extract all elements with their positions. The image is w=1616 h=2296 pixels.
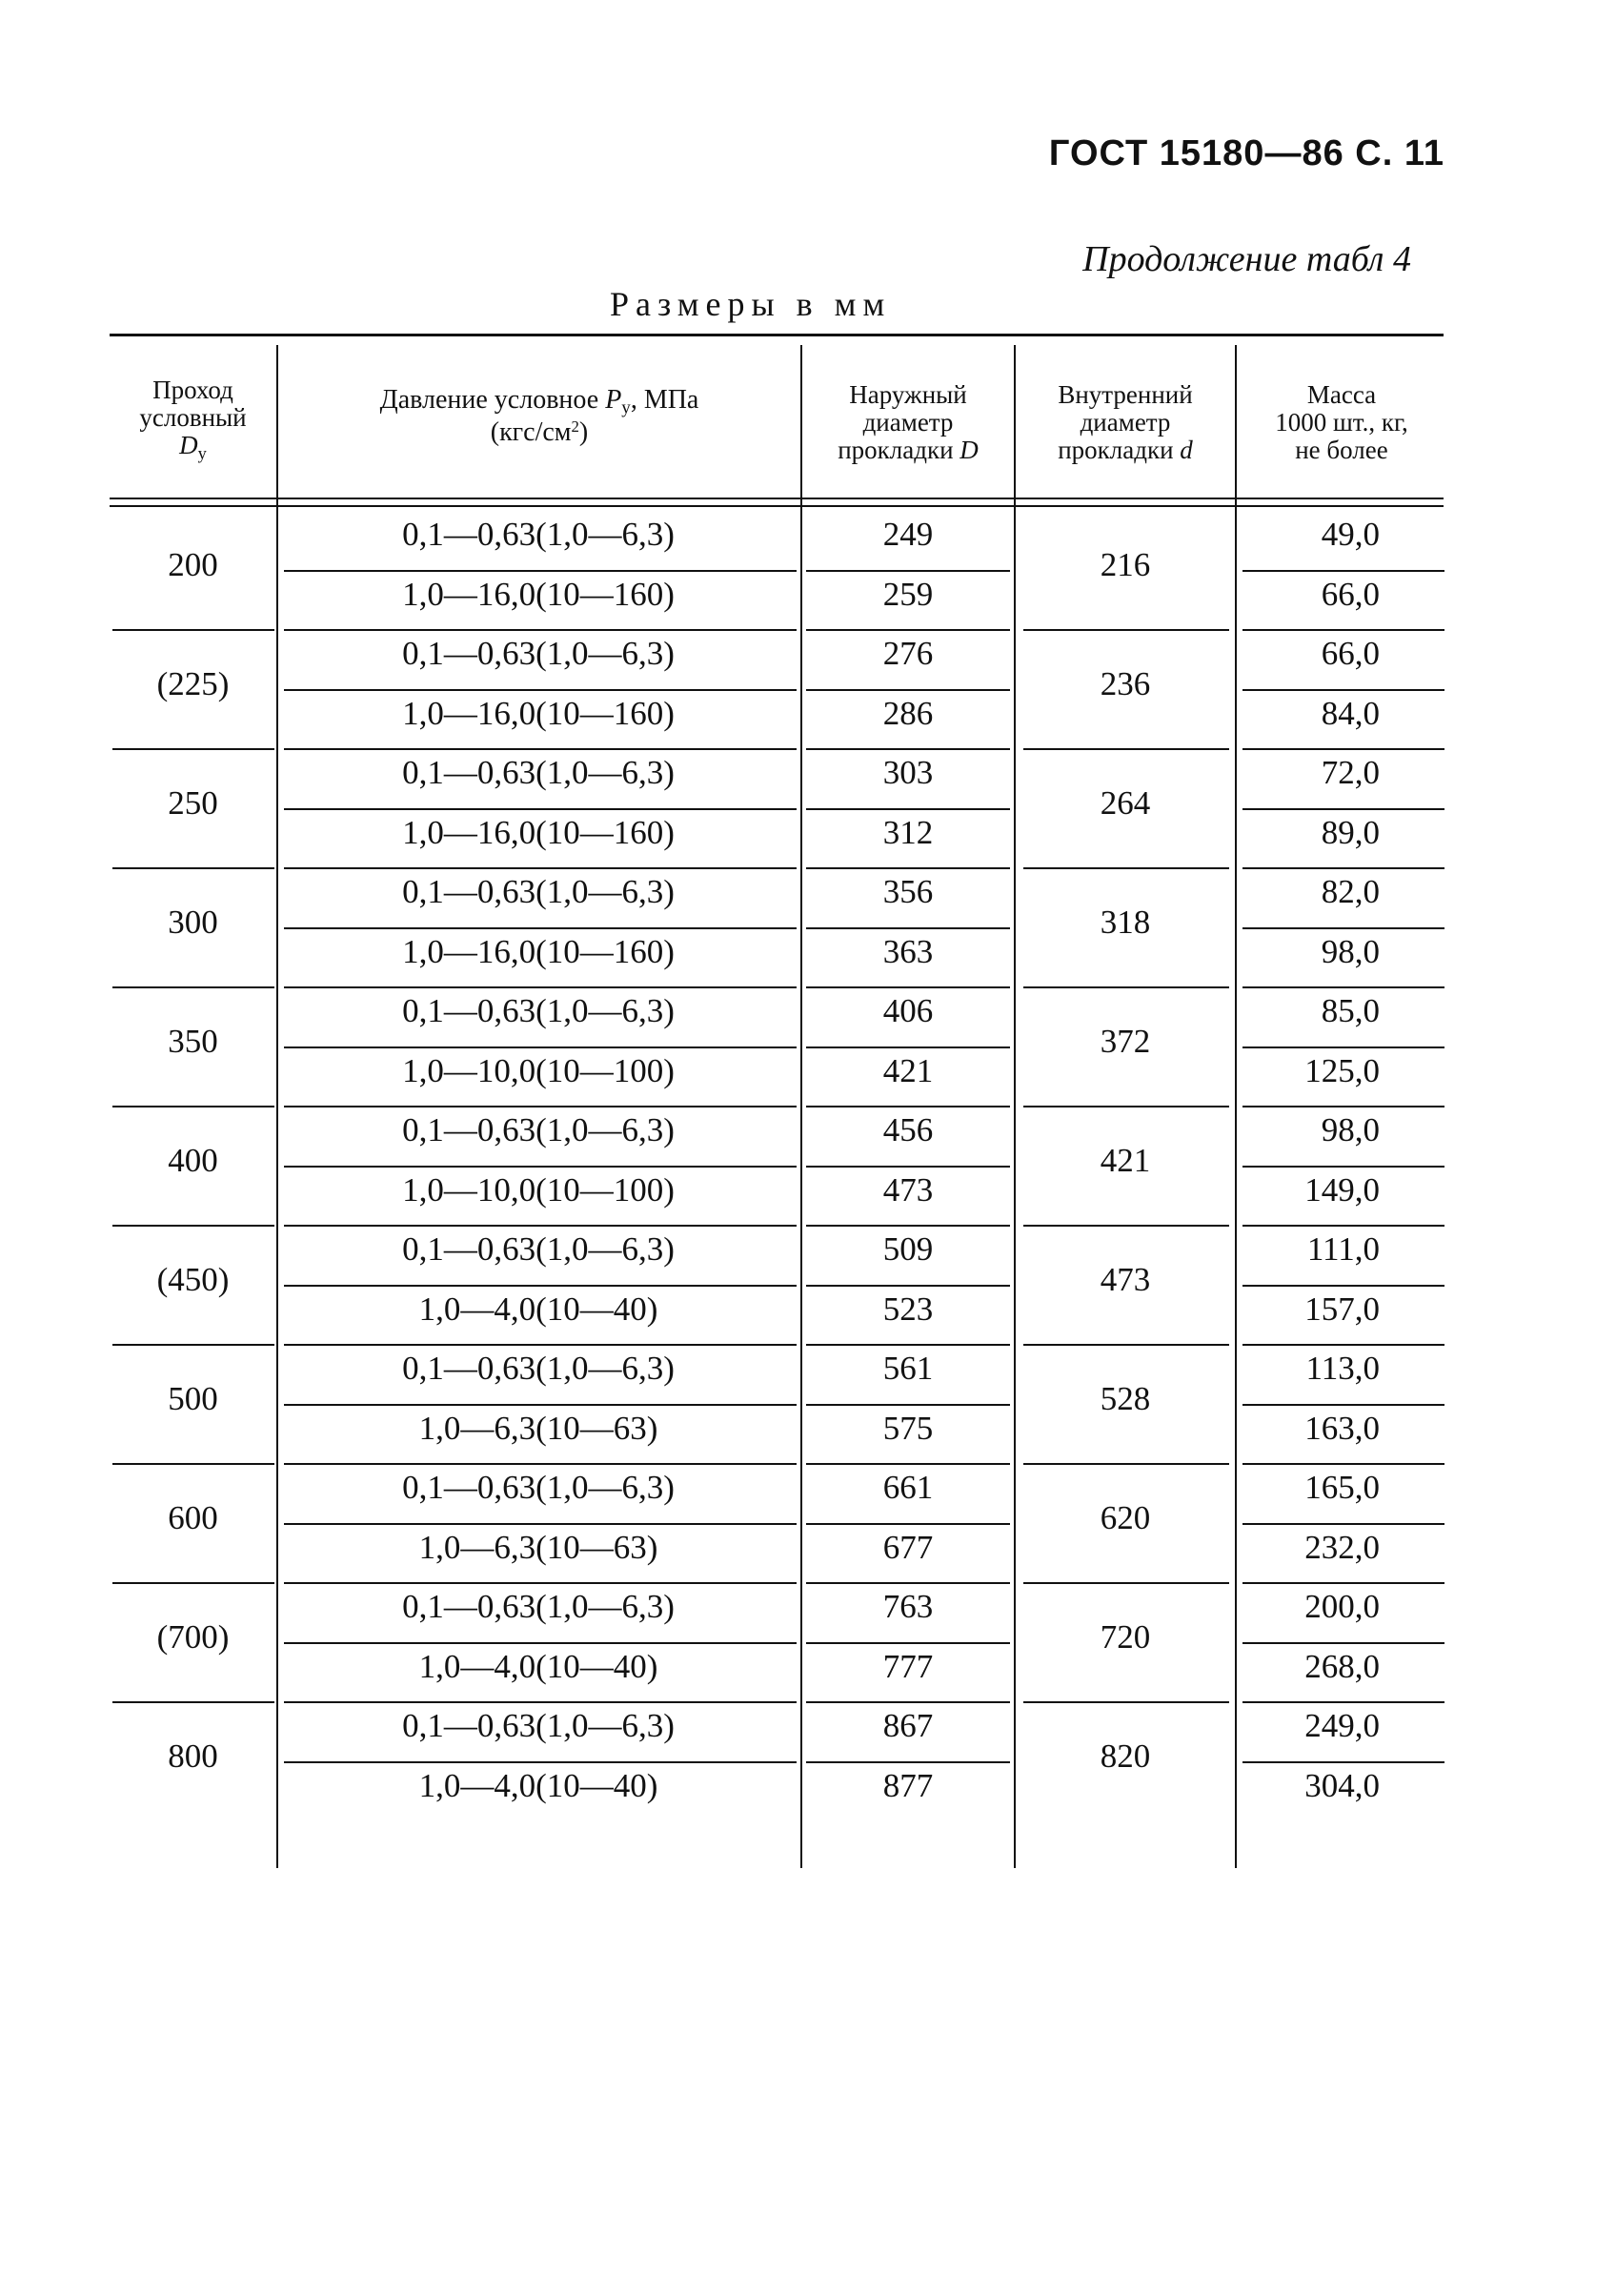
cell-pressure: 0,1—0,63(1,0—6,3) <box>402 1350 675 1387</box>
col-header-pressure-line2 <box>278 418 800 447</box>
cell-nominal-passage: (225) <box>156 665 230 702</box>
group-row-rule <box>1242 1225 1444 1227</box>
cell-nominal-passage: 350 <box>168 1023 218 1060</box>
group-row-rule <box>112 1582 274 1584</box>
cell-nominal-passage: 400 <box>168 1142 218 1179</box>
group-row-rule <box>806 1344 1010 1346</box>
group-row-rule <box>806 629 1010 631</box>
page-header: ГОСТ 15180—86 С. 11 <box>1048 133 1444 173</box>
cell-pressure: 1,0—10,0(10—100) <box>402 1051 675 1089</box>
cell-inner-diameter: 372 <box>1100 1023 1151 1060</box>
cell-inner-diameter: 318 <box>1100 904 1151 941</box>
group-row-rule <box>284 867 797 869</box>
group-row-rule <box>284 986 797 988</box>
group-row-rule <box>284 1463 797 1465</box>
sub-row-rule <box>1242 570 1444 572</box>
outer-line2: диаметр <box>862 408 954 437</box>
group-row-rule <box>1242 1582 1444 1584</box>
sub-row-rule <box>806 1523 1010 1525</box>
cell-pressure: 0,1—0,63(1,0—6,3) <box>402 1588 675 1625</box>
cell-mass: 89,0 <box>1321 813 1380 851</box>
cell-nominal-passage: (700) <box>156 1618 230 1656</box>
sub-row-rule <box>284 1285 797 1287</box>
group-row-rule <box>1023 867 1229 869</box>
cell-mass: 66,0 <box>1321 635 1380 672</box>
group-row-rule <box>112 748 274 750</box>
cell-outer-diameter: 509 <box>882 1230 934 1268</box>
cell-pressure: 1,0—4,0(10—40) <box>418 1290 658 1328</box>
group-row-rule <box>112 867 274 869</box>
cell-mass: 111,0 <box>1306 1230 1380 1268</box>
group-row-rule <box>1242 748 1444 750</box>
cell-mass: 84,0 <box>1321 694 1380 732</box>
group-row-rule <box>112 629 274 631</box>
sub-row-rule <box>1242 1046 1444 1048</box>
cell-outer-diameter: 677 <box>882 1528 934 1566</box>
cell-mass: 232,0 <box>1304 1528 1380 1566</box>
cell-outer-diameter: 259 <box>882 575 934 613</box>
group-row-rule <box>1242 1106 1444 1107</box>
cell-inner-diameter: 820 <box>1100 1737 1151 1775</box>
cell-outer-diameter: 561 <box>882 1350 934 1387</box>
cell-mass: 200,0 <box>1304 1588 1380 1625</box>
sub-row-rule <box>1242 689 1444 691</box>
group-row-rule <box>1242 1463 1444 1465</box>
cell-pressure: 1,0—16,0(10—160) <box>402 694 675 732</box>
group-row-rule <box>284 1106 797 1107</box>
cell-pressure: 1,0—16,0(10—160) <box>402 932 675 970</box>
cell-mass: 85,0 <box>1321 992 1380 1029</box>
group-row-rule <box>112 1344 274 1346</box>
cell-mass: 163,0 <box>1304 1409 1380 1447</box>
col-rule-1 <box>276 345 278 1868</box>
cell-inner-diameter: 216 <box>1100 546 1151 583</box>
pressure-alt-unit: (кгс/см <box>490 417 572 448</box>
pressure-superscript: 2 <box>571 417 579 437</box>
cell-mass: 113,0 <box>1305 1350 1380 1387</box>
cell-outer-diameter: 303 <box>882 754 934 791</box>
cell-mass: 249,0 <box>1304 1707 1380 1744</box>
cell-inner-diameter: 264 <box>1100 784 1151 822</box>
cell-outer-diameter: 456 <box>882 1111 934 1148</box>
sub-row-rule <box>806 570 1010 572</box>
cell-mass: 125,0 <box>1304 1051 1380 1089</box>
group-row-rule <box>806 1582 1010 1584</box>
cell-mass: 149,0 <box>1304 1170 1380 1209</box>
group-row-rule <box>1023 1582 1229 1584</box>
cell-outer-diameter: 356 <box>882 873 934 910</box>
group-row-rule <box>112 1225 274 1227</box>
group-row-rule <box>1023 748 1229 750</box>
group-row-rule <box>284 1582 797 1584</box>
cell-mass: 98,0 <box>1321 1111 1380 1148</box>
sub-row-rule <box>1242 808 1444 810</box>
cell-inner-diameter: 421 <box>1100 1142 1151 1179</box>
cell-pressure: 0,1—0,63(1,0—6,3) <box>402 1469 675 1506</box>
group-row-rule <box>112 1106 274 1107</box>
cell-pressure: 1,0—16,0(10—160) <box>402 813 675 851</box>
sub-row-rule <box>1242 1642 1444 1644</box>
group-row-rule <box>284 629 797 631</box>
inner-line2: диаметр <box>1080 408 1171 437</box>
cell-pressure: 1,0—6,3(10—63) <box>418 1528 658 1566</box>
cell-pressure: 0,1—0,63(1,0—6,3) <box>402 516 675 553</box>
pressure-subscript: у <box>621 397 631 418</box>
passage-symbol: D <box>179 431 198 460</box>
cell-nominal-passage: 500 <box>168 1380 218 1417</box>
cell-nominal-passage: 300 <box>168 904 218 941</box>
inner-line1: Внутренний <box>1058 380 1193 409</box>
group-row-rule <box>806 1225 1010 1227</box>
group-row-rule <box>284 1225 797 1227</box>
mass-line1: Масса <box>1306 380 1377 409</box>
group-row-rule <box>806 1106 1010 1107</box>
cell-inner-diameter: 473 <box>1100 1261 1151 1298</box>
header-bottom-rule <box>110 498 1444 499</box>
mass-line2: 1000 шт., кг, <box>1275 408 1408 437</box>
cell-outer-diameter: 276 <box>882 635 934 672</box>
cell-mass: 72,0 <box>1321 754 1380 791</box>
cell-outer-diameter: 421 <box>882 1051 934 1089</box>
group-row-rule <box>1242 1344 1444 1346</box>
pressure-symbol: P <box>605 385 622 415</box>
inner-line3-text: прокладки <box>1058 436 1174 465</box>
group-row-rule <box>1242 1701 1444 1703</box>
outer-symbol: D <box>960 436 979 465</box>
cell-inner-diameter: 620 <box>1100 1499 1151 1536</box>
cell-mass: 82,0 <box>1321 873 1380 910</box>
group-row-rule <box>1023 1463 1229 1465</box>
group-row-rule <box>1242 986 1444 988</box>
outer-line3-text: прокладки <box>838 436 954 465</box>
header-bottom-rule-double <box>110 505 1444 507</box>
sub-row-rule <box>806 1166 1010 1168</box>
col-header-passage-line1: Проход <box>152 376 233 404</box>
sub-row-rule <box>284 1642 797 1644</box>
group-row-rule <box>284 748 797 750</box>
cell-nominal-passage: 800 <box>168 1737 218 1775</box>
sub-row-rule <box>806 1761 1010 1763</box>
group-row-rule <box>1242 629 1444 631</box>
cell-nominal-passage: 250 <box>168 784 218 822</box>
cell-nominal-passage: (450) <box>156 1261 230 1298</box>
sub-row-rule <box>284 1404 797 1406</box>
outer-line3 <box>802 437 1014 464</box>
sub-row-rule <box>806 808 1010 810</box>
group-row-rule <box>1242 867 1444 869</box>
cell-pressure: 1,0—4,0(10—40) <box>418 1766 658 1804</box>
cell-outer-diameter: 286 <box>882 694 934 732</box>
cell-nominal-passage: 200 <box>168 546 218 583</box>
sub-row-rule <box>806 927 1010 929</box>
cell-outer-diameter: 777 <box>882 1647 934 1685</box>
group-row-rule <box>112 986 274 988</box>
sub-row-rule <box>284 689 797 691</box>
cell-outer-diameter: 763 <box>882 1588 934 1625</box>
sub-row-rule <box>284 1761 797 1763</box>
cell-inner-diameter: 528 <box>1100 1380 1151 1417</box>
col-rule-4 <box>1235 345 1237 1868</box>
cell-pressure: 0,1—0,63(1,0—6,3) <box>402 1707 675 1744</box>
cell-inner-diameter: 720 <box>1100 1618 1151 1656</box>
group-row-rule <box>1023 986 1229 988</box>
group-row-rule <box>806 1463 1010 1465</box>
pressure-close-paren: ) <box>578 417 589 448</box>
cell-outer-diameter: 877 <box>882 1766 934 1804</box>
sub-row-rule <box>806 1642 1010 1644</box>
mass-line3: не более <box>1295 436 1388 465</box>
col-header-passage <box>110 376 276 464</box>
cell-pressure: 1,0—4,0(10—40) <box>418 1647 658 1685</box>
col-header-pressure-line1 <box>278 386 800 418</box>
table-top-rule <box>110 334 1444 336</box>
cell-mass: 268,0 <box>1304 1647 1380 1685</box>
group-row-rule <box>284 1701 797 1703</box>
group-row-rule <box>1023 1225 1229 1227</box>
group-row-rule <box>1023 629 1229 631</box>
col-header-mass <box>1237 381 1446 464</box>
group-row-rule <box>806 748 1010 750</box>
sub-row-rule <box>1242 1166 1444 1168</box>
col-header-passage-line2: условный <box>139 403 247 433</box>
cell-mass: 49,0 <box>1321 516 1380 553</box>
group-row-rule <box>284 1344 797 1346</box>
sub-row-rule <box>1242 1761 1444 1763</box>
cell-pressure: 0,1—0,63(1,0—6,3) <box>402 1230 675 1268</box>
group-row-rule <box>112 1463 274 1465</box>
cell-mass: 165,0 <box>1304 1469 1380 1506</box>
cell-pressure: 0,1—0,63(1,0—6,3) <box>402 873 675 910</box>
col-header-passage-symbol <box>110 432 276 463</box>
cell-outer-diameter: 406 <box>882 992 934 1029</box>
inner-symbol: d <box>1180 436 1193 465</box>
cell-nominal-passage: 600 <box>168 1499 218 1536</box>
sub-row-rule <box>1242 1404 1444 1406</box>
inner-line3 <box>1016 437 1235 464</box>
cell-pressure: 1,0—6,3(10—63) <box>418 1409 658 1447</box>
sub-row-rule <box>284 570 797 572</box>
group-row-rule <box>1023 1106 1229 1107</box>
sub-row-rule <box>806 1046 1010 1048</box>
cell-mass: 98,0 <box>1321 932 1380 970</box>
group-row-rule <box>1023 1344 1229 1346</box>
sub-row-rule <box>806 689 1010 691</box>
sub-row-rule <box>284 1166 797 1168</box>
outer-line1: Наружный <box>849 380 967 409</box>
sub-row-rule <box>1242 1523 1444 1525</box>
sub-row-rule <box>1242 1285 1444 1287</box>
group-row-rule <box>806 1701 1010 1703</box>
table-continuation-label: Продолжение табл 4 <box>1082 239 1411 279</box>
sub-row-rule <box>284 1523 797 1525</box>
cell-pressure: 1,0—10,0(10—100) <box>402 1170 675 1209</box>
sub-row-rule <box>806 1404 1010 1406</box>
col-header-inner-diameter <box>1016 381 1235 464</box>
cell-mass: 304,0 <box>1304 1766 1380 1804</box>
cell-outer-diameter: 473 <box>882 1170 934 1209</box>
cell-inner-diameter: 236 <box>1100 665 1151 702</box>
cell-pressure: 0,1—0,63(1,0—6,3) <box>402 635 675 672</box>
group-row-rule <box>1023 1701 1229 1703</box>
col-header-outer-diameter <box>802 381 1014 464</box>
group-row-rule <box>806 986 1010 988</box>
cell-outer-diameter: 575 <box>882 1409 934 1447</box>
cell-mass: 157,0 <box>1304 1290 1380 1328</box>
sub-row-rule <box>284 808 797 810</box>
pressure-text: Давление условное <box>379 385 599 415</box>
sub-row-rule <box>806 1285 1010 1287</box>
sub-row-rule <box>1242 927 1444 929</box>
cell-pressure: 0,1—0,63(1,0—6,3) <box>402 992 675 1029</box>
cell-pressure: 1,0—16,0(10—160) <box>402 575 675 613</box>
cell-outer-diameter: 249 <box>882 516 934 553</box>
passage-subscript: у <box>197 443 207 463</box>
cell-outer-diameter: 867 <box>882 1707 934 1744</box>
cell-pressure: 0,1—0,63(1,0—6,3) <box>402 1111 675 1148</box>
sub-row-rule <box>284 927 797 929</box>
cell-outer-diameter: 312 <box>882 813 934 851</box>
group-row-rule <box>112 1701 274 1703</box>
cell-outer-diameter: 523 <box>882 1290 934 1328</box>
col-header-pressure <box>278 386 800 448</box>
sub-row-rule <box>284 1046 797 1048</box>
col-rule-2 <box>800 345 802 1868</box>
pressure-unit: , МПа <box>630 385 699 415</box>
cell-pressure: 0,1—0,63(1,0—6,3) <box>402 754 675 791</box>
cell-outer-diameter: 661 <box>882 1469 934 1506</box>
cell-mass: 66,0 <box>1321 575 1380 613</box>
cell-outer-diameter: 363 <box>882 932 934 970</box>
group-row-rule <box>806 867 1010 869</box>
units-caption: Размеры в мм <box>610 285 892 323</box>
